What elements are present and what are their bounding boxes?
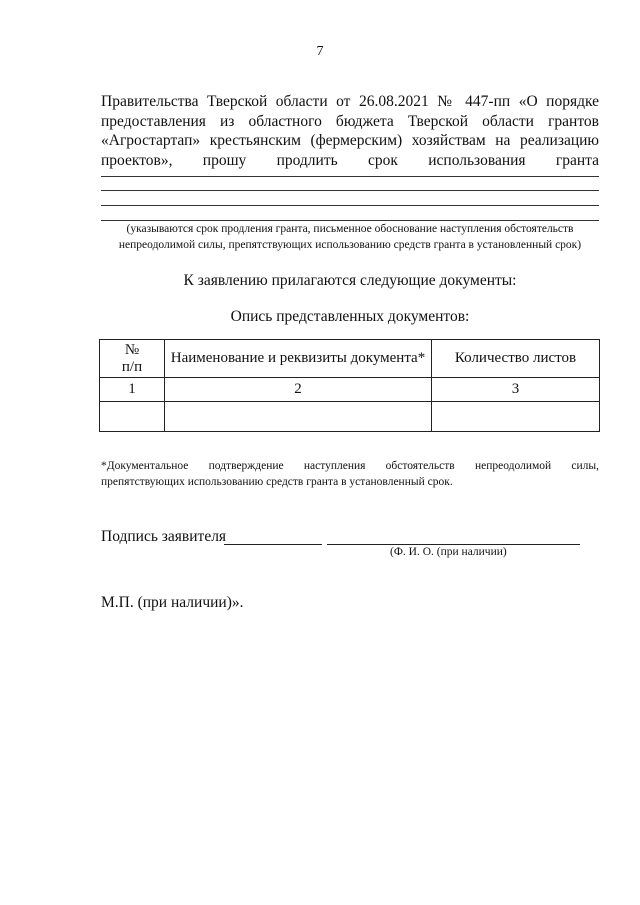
blank-lines-note [101,221,599,253]
attachments-heading: К заявлению прилагаются следующие документы: [183,272,517,289]
fill-line [101,176,599,177]
header-document-name: Наименование и реквизиты документа* [165,340,432,378]
table-cell[interactable] [100,402,165,432]
table-cell: 2 [165,378,432,402]
signature-field[interactable] [224,544,322,545]
header-number-bottom: п/п [121,358,143,375]
signature-label: Подпись заявителя [101,528,227,545]
footnote [101,458,599,490]
table-cell: 3 [432,378,600,402]
stamp-line: М.П. (при наличии)». [101,594,244,611]
header-sheet-count: Количество листов [432,340,600,378]
header-number [100,340,165,378]
full-name-caption: (Ф. И. О. (при наличии) [390,546,507,558]
fill-line [101,190,599,191]
note-line: непреодолимой силы, препятствующих использованию средств гранта в установленный срок) [118,239,582,251]
header-number-top: № [124,341,140,358]
table-cell[interactable] [432,402,600,432]
table-cell[interactable] [165,402,432,432]
table-cell: 1 [100,378,165,402]
inventory-heading: Опись представленных документов: [230,308,470,325]
note-line: (указываются срок продления гранта, письменное обоснование наступления обстоятельств [126,223,574,235]
table-row [100,402,600,432]
full-name-field[interactable] [327,544,580,545]
intro-line: «Агростартап» крестьянским (фермерским) хозяйствам на реализацию [101,132,599,149]
footnote-line: *Документальное подтверждение наступления обстоятельств непреодолимой силы, [101,460,599,472]
page-number: 7 [316,44,324,59]
intro-line: проектов», прошу продлить срок использования гранта [101,151,599,169]
table-row [100,378,600,402]
fill-line [101,205,599,206]
intro-line: Правительства Тверской области от 26.08.2021 № 447-пп «О порядке [101,93,599,110]
documents-table [99,339,600,432]
footnote-line: препятствующих использованию средств гранта в установленный срок. [101,476,453,488]
table-header-row [100,340,600,378]
intro-line: предоставления из областного бюджета Тверской области грантов [101,112,599,130]
intro-paragraph [101,92,599,170]
